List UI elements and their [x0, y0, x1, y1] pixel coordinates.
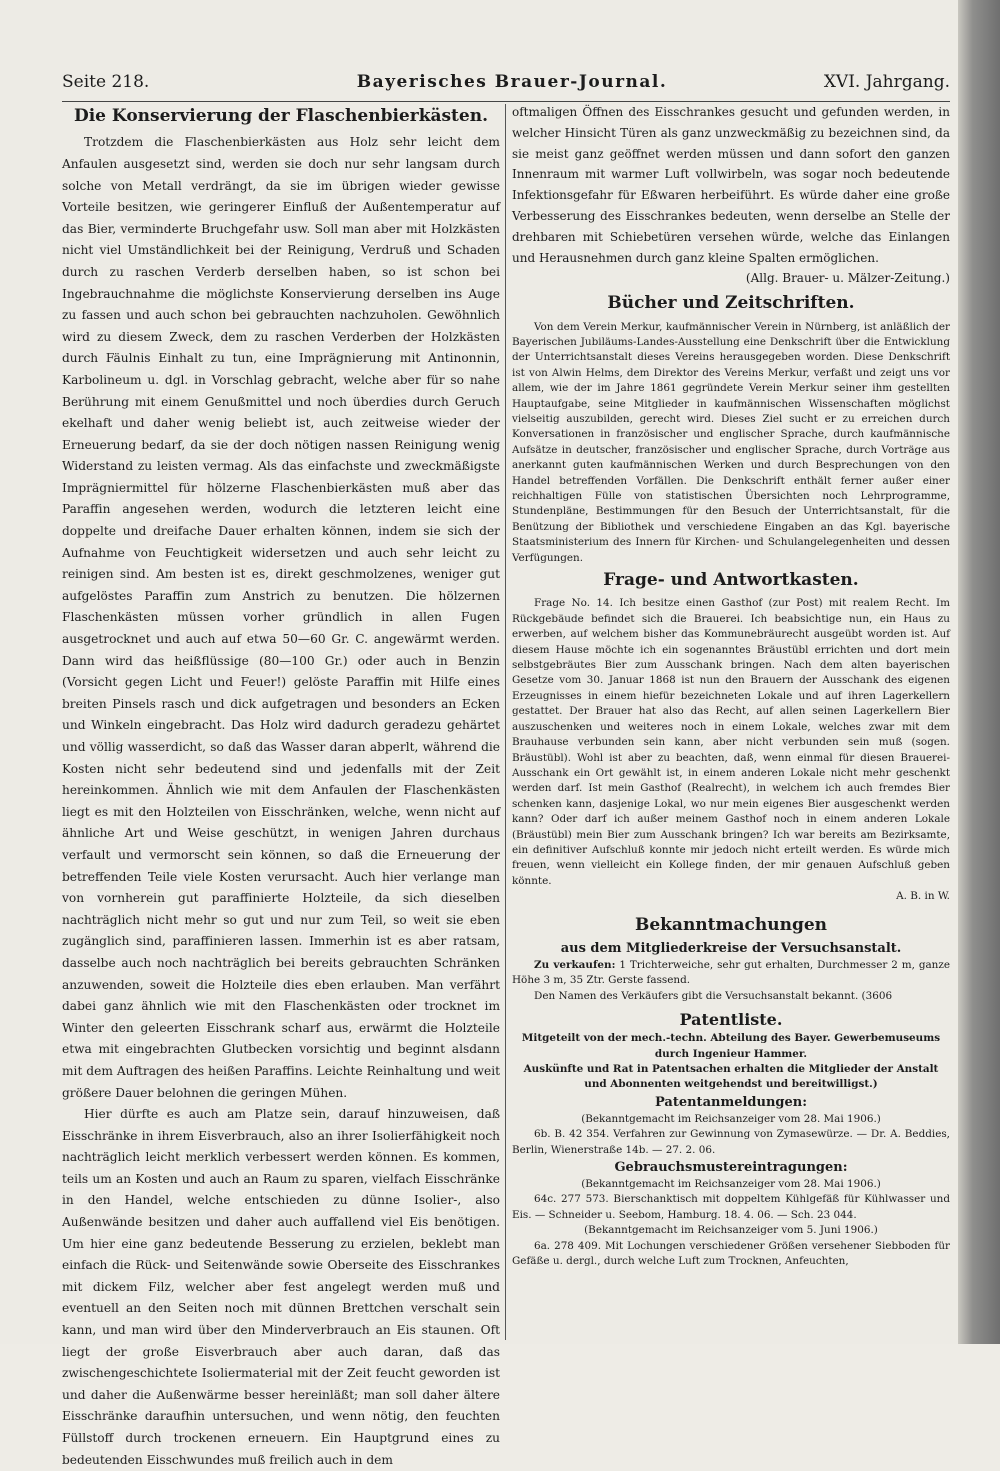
- utility-models-date-2: (Bekanntgemacht im Reichsanzeiger vom 5. Juni 1906.): [584, 1224, 878, 1237]
- page-number: Seite 218.: [62, 72, 150, 92]
- sale-text: 1 Trichterweiche, sehr gut erhalten, Durchmesser 2 m, ganze Höhe 3 m, 35 Ztr. Gerste fassend.: [512, 958, 950, 987]
- qa-title: Frage- und Antwortkasten.: [603, 570, 859, 591]
- column-divider: [505, 104, 506, 1340]
- article-source: (Allg. Brauer- u. Mälzer-Zeitung.): [745, 271, 950, 286]
- journal-title: Bayerisches Brauer-Journal.: [356, 72, 668, 92]
- article-continuation: oftmaligen Öffnen des Eisschrankes gesucht und gefunden werden, in welcher Hinsicht Türen als ganz unzweckmäßig zu bezeichnen sind, da sie meist ganz geöffnet werden müssen und dann sofort den ganzen Innenraum mit warmer Luft vollwirbeln, was sogar noch bedeutende Infektionsgefahr für Eßwaren herbeiführt. Es würde daher eine große Verbesserung des Eisschrankes bedeuten, wenn derselbe an Stelle der drehbaren mit Schiebetüren versehen würde, welche das Einlangen und Herausnehmen durch ganz kleine Spalten ermöglichen.: [512, 105, 950, 265]
- qa-signature: A. B. in W.: [896, 890, 950, 903]
- utility-models-date-1: (Bekanntgemacht im Reichsanzeiger vom 28. Mai 1906.): [581, 1178, 881, 1191]
- patents-communicated: Mitgeteilt von der mech.-techn. Abteilung des Bayer. Gewerbemuseums durch Ingenieur Hammer.: [521, 1032, 941, 1060]
- patents-title: Patentliste.: [679, 1010, 783, 1030]
- notices-subtitle: aus dem Mitgliederkreise der Versuchsanstalt.: [560, 940, 902, 956]
- article-paragraph-1: Trotzdem die Flaschenbierkästen aus Holz sehr leicht dem Anfaulen ausgesetzt sind, werden sie doch nur sehr langsam durch solche von Metall verdrängt, da sie im übrigen wieder gewisse Vorteile besitzen, wie geringerer Einfluß der Außentemperatur auf das Bier, verminderte Bruchgefahr usw. Soll man aber mit Holzkästen nicht viel Umständlichkeit bei der Reinigung, Verdruß und Schaden durch zu raschen Verderb derselben haben, so ist schon bei Ingebrauchnahme die möglichste Konservierung derselben ins Auge zu fassen und auch schon bei gebrauchten nachzuholen. Gewöhnlich wird zu diesem Zweck, dem zu raschen Verderben der Holzkästen durch Fäulnis Einhalt zu tun, eine Imprägnierung mit Antinonnin, Karbolineum u. dgl. in Vorschlag gebracht, welche aber für so nahe Berührung mit einem Genußmittel und noch überdies durch Geruch ekelhaft und daher wenig beliebt ist, auch zeitweise wieder der Erneuerung bedarf, da sie der doch nötigen nassen Reinigung wenig Widerstand zu leisten vermag. Als das einfachste und zweckmäßigste Imprägniermittel für hölzerne Flaschenbierkästen muß aber das Paraffin angesehen werden, wodurch die letzteren leicht eine doppelte und dreifache Dauer erhalten können, indem sie sich der Aufnahme von Feuchtigkeit widersetzen und auch sehr leicht zu reinigen sind. Am besten ist es, direkt geschmolzenes, weniger gut aufgelöstes Paraffin zum Anstrich zu benutzen. Die hölzernen Flaschenkästen müssen vorher gründlich in allen Fugen ausgetrocknet und auch auf etwa 50—60 Gr. C. angewärmt werden. Dann wird das heißflüssige (80—100 Gr.) oder auch in Benzin (Vorsicht gegen Licht und Feuer!) gelöste Paraffin mit Hilfe eines breiten Pinsels rasch und dick aufgetragen und besonders an Ecken und Winkeln eingebracht. Das Holz wird dadurch geradezu gehärtet und völlig wasserdicht, so daß das Wasser daran abperlt, während die Kosten nicht sehr bedeutend sind und jedenfalls mit der Zeit hereinkommen. Ähnlich wie mit dem Anfaulen der Flaschenkästen liegt es mit den Holzteilen von Eisschränken, welche, wenn nicht auf ähnliche Art und Weise geschützt, in wenigen Jahren durchaus verfault und vermorscht sein können, so daß die Erneuerung der betreffenden Teile viele Kosten verursacht. Auch hier verlange man von vornherein gut paraffinierte Holzteile, da sich dieselben nachträglich nicht mehr so gut und nur zum Teil, so weit sie eben zugänglich sind, paraffinieren lassen. Immerhin ist es aber ratsam, dasselbe auch noch nachträglich bei bereits gebrauchten Schränken anzuwenden, soweit die Holzteile dies eben erlauben. Man verfährt dabei ganz ähnlich wie mit den Flaschenkästen oder trocknet im Winter den geleerten Eisschrank scharf aus, erwärmt die Holzteile etwa mit eingebrachten Glutbecken vorsichtig und beginnt alsdann mit dem Auftragen des heißen Paraffins. Leichte Reinhaltung und weit größere Dauer belohnen die geringen Mühen.: [62, 135, 500, 1100]
- utility-model-entry-1: 64c. 277 573. Bierschanktisch mit doppeltem Kühlgefäß für Kühlwasser und Eis. — Schneider u. Seebom, Hamburg. 18. 4. 06. — Sch. 23 044.: [512, 1193, 950, 1221]
- article-title: Die Konservierung der Flaschenbierkästen.: [73, 106, 489, 126]
- sale-label: Zu verkaufen:: [534, 958, 616, 971]
- utility-models-title: Gebrauchsmustereintragungen:: [614, 1160, 848, 1176]
- seller-note: Den Namen des Verkäufers gibt die Versuchsanstalt bekannt. (3606: [534, 989, 893, 1002]
- page-header: [62, 72, 950, 102]
- patent-applications-title: Patentanmeldungen:: [654, 1094, 808, 1110]
- left-column: [62, 102, 500, 1467]
- books-title: Bücher und Zeitschriften.: [607, 293, 855, 314]
- patents-info: Auskünfte und Rat in Patentsachen erhalten die Mitglieder der Anstalt und Abonnenten weitgehendst und bereitwilligst.): [523, 1063, 939, 1091]
- volume-label: XVI. Jahrgang.: [823, 72, 950, 92]
- utility-model-entry-2: 6a. 278 409. Mit Lochungen verschiedener Größen versehener Siebboden für Gefäße u. dergl., durch welche Luft zum Trocknen, Anfeuchten,: [512, 1239, 950, 1268]
- patent-applications-date: (Bekanntgemacht im Reichsanzeiger vom 28. Mai 1906.): [581, 1112, 881, 1125]
- qa-text: Frage No. 14. Ich besitze einen Gasthof (zur Post) mit realem Recht. Im Rückgebäude befindet sich die Brauerei. Ich beabsichtige nun, ein Haus zu erwerben, auf welchem bisher das Kommunebräurecht ausgeübt worden ist. Auf diesem Hause möchte ich ein sogenanntes Bräustübl errichten und dort mein selbstgebräutes Bier zum Ausschank bringen. Nach dem alten bayerischen Gesetze vom 30. Januar 1868 ist nun den Brauern der Ausschank des eigenen Erzeugnisses in einem hiefür bezeichneten Lokale und auf ihren Lagerkellern gestattet. Der Brauer hat also das Recht, auf allen seinen Lagerkellern Bier auszuschenken und weiteres noch in einem Lokale, welches zwar mit dem Brauhause verbunden sein kann, aber nicht verbunden sein muß (sogen. Bräustübl). Wohl ist aber zu beachten, daß, wenn einmal für diesen Brauerei-Ausschank ein Ort gewählt ist, in einem anderen Lokale nicht mehr geschenkt werden darf. Ist mein Gasthof (Realrecht), in welchem ich auch fremdes Bier schenken kann, dasjenige Lokal, wo nur mein eigenes Bier ausgeschenkt werden kann? Oder darf ich außer meinem Gasthof noch in einem anderen Lokale (Bräustübl) mein Bier zum Ausschank bringen? Ich war bereits am Bezirksamte, ein definitiver Aufschluß konnte mir jedoch nicht erteilt werden. Es würde mich freuen, wenn vielleicht ein Kollege finden, der mir genauen Aufschluß geben könnte.: [512, 597, 950, 887]
- page-edge-shadow: [958, 0, 1000, 1344]
- article-paragraph-2: Hier dürfte es auch am Platze sein, darauf hinzuweisen, daß Eisschränke in ihrem Eisverbrauch, also an ihrer Isolierfähigkeit noch nachträglich leicht merklich verbessert werden können. Es kommen, teils um an Kosten und auch an Raum zu sparen, vielfach Eisschränke in den Handel, welche entschieden zu dünne Isolier-, also Außenwände besitzen und daher auch auffallend viel Eis benötigen. Um hier eine ganz bedeutende Besserung zu erzielen, beklebt man einfach die Rück- und Seitenwände sowie Oberseite des Eisschrankes mit dickem Filz, welcher aber fest angelegt werden muß und eventuell an den Seiten noch mit dünnen Brettchen verschalt sein kann, und man wird über den Minderverbrauch an Eis staunen. Oft liegt der große Eisverbrauch aber auch daran, daß das zwischengeschichtete Isoliermaterial mit der Zeit feucht geworden ist und daher die Außenwärme besser hereinläßt; man soll daher ältere Eisschränke daraufhin untersuchen, und wenn nötig, den feuchten Füllstoff durch trockenen erneuern. Ein Hauptgrund eines zu bedeutenden Eisschwundes muß freilich auch in dem: [62, 1107, 500, 1467]
- right-column: [512, 102, 950, 1342]
- notices-title: Bekanntmachungen: [634, 914, 828, 935]
- books-text: Von dem Verein Merkur, kaufmännischer Verein in Nürnberg, ist anläßlich der Bayerischen Jubiläums-Landes-Ausstellung eine Denkschrift über die Entwicklung der Unterrichtsanstalt dieses Vereins herausgegeben worden. Diese Denkschrift ist von Alwin Helms, dem Direktor des Vereins Merkur, verfaßt und zeigt uns vor allem, wie der im Jahre 1861 gegründete Verein Merkur seiner ihm gestellten Hauptaufgabe, seine Mitglieder in kaufmännischen Wissenschaften möglichst vielseitig auszubilden, gerecht wird. Dieses Ziel sucht er zu erreichen durch Konversationen in französischer und englischer Sprache, durch kaufmännische Aufsätze in deutscher, französischer und englischer Sprache, durch Vorträge aus anerkannt guten kaufmännischen Werken und durch Besprechungen von den Handel betreffenden Vorfällen. Die Denkschrift enthält ferner außer einer reichhaltigen Fülle von statistischen Übersichten noch Lehrprogramme, Stundenpläne, Bestimmungen für den Besuch der Unterrichtsanstalt, für die Benützung der Bibliothek und verschiedene Eingaben an das Kgl. bayerische Staatsministerium des Innern für Kirchen- und Schulangelegenheiten und dessen Verfügungen.: [512, 320, 950, 564]
- patent-application-entry: 6b. B. 42 354. Verfahren zur Gewinnung von Zymasewürze. — Dr. A. Beddies, Berlin, Wienerstraße 14b. — 27. 2. 06.: [512, 1128, 950, 1156]
